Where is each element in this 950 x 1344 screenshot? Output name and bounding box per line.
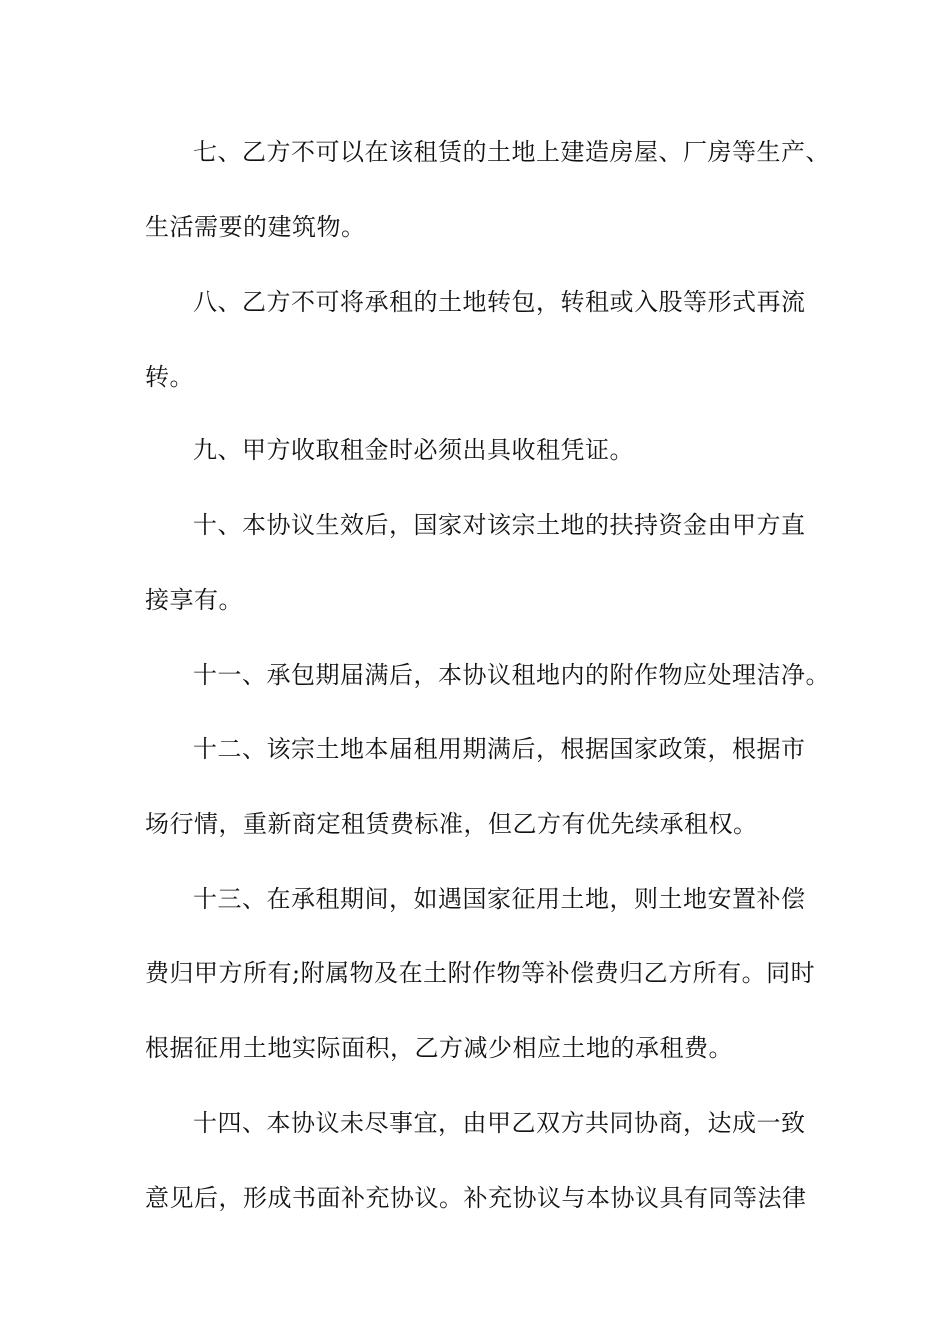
clause-12-line-2: 场行情，重新商定租赁费标准，但乙方有优先续承租权。	[145, 810, 758, 838]
clause-10-line-1: 十、本协议生效后，国家对该宗土地的扶持资金由甲方直	[193, 511, 806, 539]
clause-9-line-1: 九、甲方收取租金时必须出具收租凭证。	[193, 436, 634, 464]
clause-14-line-1: 十四、本协议未尽事宜，由甲乙双方共同协商，达成一致	[193, 1109, 806, 1137]
clause-14-line-2: 意见后，形成书面补充协议。补充协议与本协议具有同等法律	[145, 1184, 807, 1212]
clause-13-line-3: 根据征用土地实际面积，乙方减少相应土地的承租费。	[145, 1034, 733, 1062]
clause-7-line-1: 七、乙方不可以在该租赁的土地上建造房屋、厂房等生产、	[193, 138, 830, 166]
clause-11-line-1: 十一、承包期届满后，本协议租地内的附作物应处理洁净。	[193, 661, 830, 689]
clause-13-line-2: 费归甲方所有;附属物及在土附作物等补偿费归乙方所有。同时	[145, 959, 816, 987]
clause-12-line-1: 十二、该宗土地本届租用期满后，根据国家政策，根据市	[193, 735, 806, 763]
clause-10-line-2: 接享有。	[145, 586, 243, 614]
clause-7-line-2: 生活需要的建筑物。	[145, 213, 366, 241]
clause-8-line-2: 转。	[145, 363, 194, 391]
clause-13-line-1: 十三、在承租期间，如遇国家征用土地，则土地安置补偿	[193, 885, 806, 913]
clause-8-line-1: 八、乙方不可将承租的土地转包，转租或入股等形式再流	[193, 288, 806, 316]
